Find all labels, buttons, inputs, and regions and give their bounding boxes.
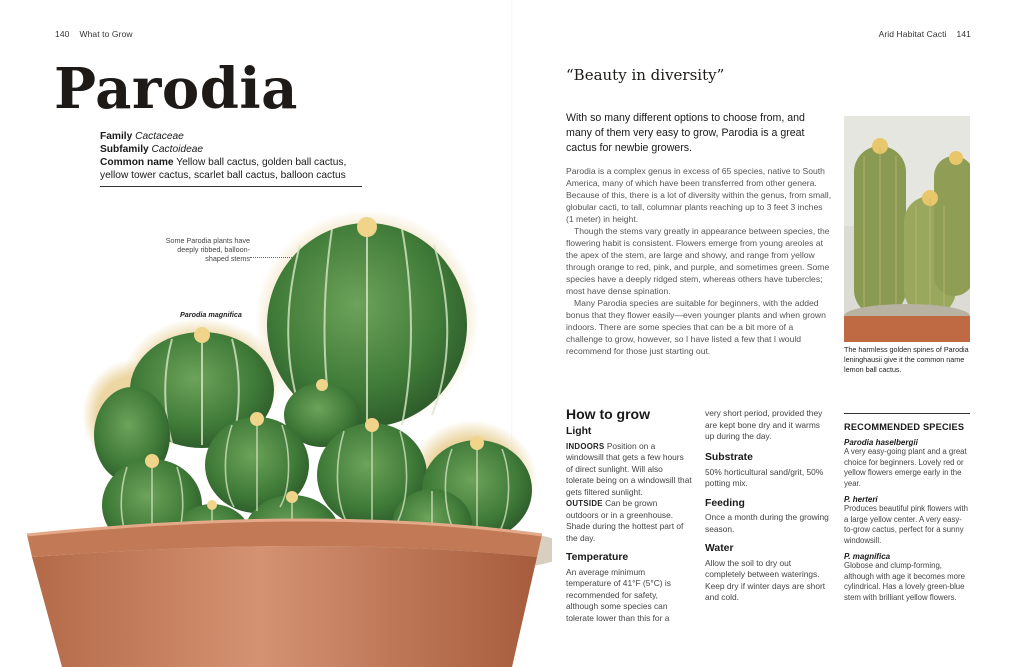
species-name: P. herteri — [844, 495, 878, 504]
plant-meta — [100, 130, 362, 187]
species-description: Produces beautiful pink flowers with a large yellow center. A very easy-to-grow cactus, perfect for a sunny windowsill. — [844, 504, 968, 545]
species-description: Globose and clump-forming, although with age it becomes more cylindrical. Has a lovely green-blue stem with brilliant yellow flowers. — [844, 561, 965, 602]
right-page-number: 141 — [956, 29, 971, 39]
light-outside-text: Can be grown outdoors or in a greenhouse. Shade during the hottest part of the day. — [566, 498, 684, 543]
common-name-value: Yellow ball cactus, golden ball cactus, yellow tower cactus, scarlet ball cactus, balloon cactus — [100, 157, 347, 181]
body-paragraph: Many Parodia species are suitable for beginners, with the added bonus that they flower easily—even younger plants and when grown indoors. There are some species that can be a bit more of a challenge to grow, however, so I have listed a few that I would recommend for those just starting out. — [566, 298, 826, 356]
subfamily-label: Subfamily — [100, 144, 149, 155]
temperature-continued: very short period, provided they are kept bone dry and it warms up during the day. — [705, 408, 823, 441]
recommended-heading: RECOMMENDED SPECIES — [844, 422, 965, 432]
side-photo-caption: The harmless golden spines of Parodia leninghausii give it the common name lemon ball cactus. — [844, 345, 969, 374]
species-description: A very easy-going plant and a great choice for beginners. Lovely red or yellow flowers emerge early in the year. — [844, 447, 967, 488]
left-page-number: 140 — [55, 29, 70, 39]
water-heading: Water — [705, 543, 734, 554]
indoors-label: INDOORS — [566, 441, 605, 451]
family-value: Cactaceae — [135, 131, 184, 142]
feeding-heading: Feeding — [705, 497, 745, 509]
temperature-text: An average minimum temperature of 41°F (5°C) is recommended for safety, although some species can tolerate lower than this for a — [566, 566, 671, 623]
care-column-left — [566, 420, 692, 623]
species-name: Parodia haselbergii — [844, 438, 918, 447]
water-text: Allow the soil to dry out completely between waterings. Keep dry if winter days are short and cold. — [705, 557, 826, 602]
species-photo-label: Parodia magnifica — [180, 310, 242, 319]
lemon-ball-cactus-photo — [844, 116, 970, 342]
substrate-heading: Substrate — [705, 452, 753, 463]
parodia-pot-photo — [22, 205, 552, 667]
pull-quote: “Beauty in diversity” — [566, 66, 725, 84]
page-title: Parodia — [54, 56, 298, 122]
body-paragraph: Parodia is a complex genus in excess of 65 species, native to South America, many of which have been transferred from other genera. Because of this, there is a lot of diversity within the genus, from small, globular cacti, to tall, columnar plants reaching up to 3 feet 3 inches (1 meter) in height. — [566, 166, 832, 224]
species-name: P. magnifica — [844, 552, 891, 561]
substrate-text: 50% horticultural sand/grit, 50% potting mix. — [705, 466, 824, 488]
callout-leader-line — [250, 257, 294, 258]
common-name-label: Common name — [100, 157, 174, 168]
right-running-header — [869, 29, 971, 39]
temperature-heading: Temperature — [566, 552, 629, 563]
body-paragraph: Though the stems vary greatly in appearance between species, the flowering habit is consistent. Flowers emerge from young areoles at the apex of the stem, are large and showy, and range from yellow through orange to red, pink, and purple, and sometimes green. Some species have a deeply ridged stem, whereas others have tubercles; most have dense spination. — [566, 226, 830, 296]
outside-label: OUTSIDE — [566, 499, 603, 508]
left-section-title: What to Grow — [79, 29, 133, 39]
ribbed-stems-callout: Some Parodia plants have deeply ribbed, balloon-shaped stems — [165, 236, 250, 263]
recommended-species-box — [844, 413, 970, 603]
right-section-title: Arid Habitat Cacti — [878, 29, 947, 39]
subfamily-value: Cactoideae — [151, 144, 204, 155]
left-running-header — [55, 29, 143, 39]
how-to-grow-heading: How to grow — [566, 406, 650, 422]
light-heading: Light — [566, 426, 592, 437]
lead-paragraph: With so many different options to choose from, and many of them very easy to grow, Parodia is a great cactus for newbie growers. — [566, 112, 805, 154]
family-label: Family — [100, 131, 133, 142]
body-text — [566, 165, 832, 357]
feeding-text: Once a month during the growing season. — [705, 512, 829, 534]
light-indoors-text: Position on a windowsill that gets a few hours of direct sunlight. Will also tolerate being on a windowsill that gets filtered sunlight. — [566, 440, 692, 497]
care-column-right — [705, 408, 829, 604]
